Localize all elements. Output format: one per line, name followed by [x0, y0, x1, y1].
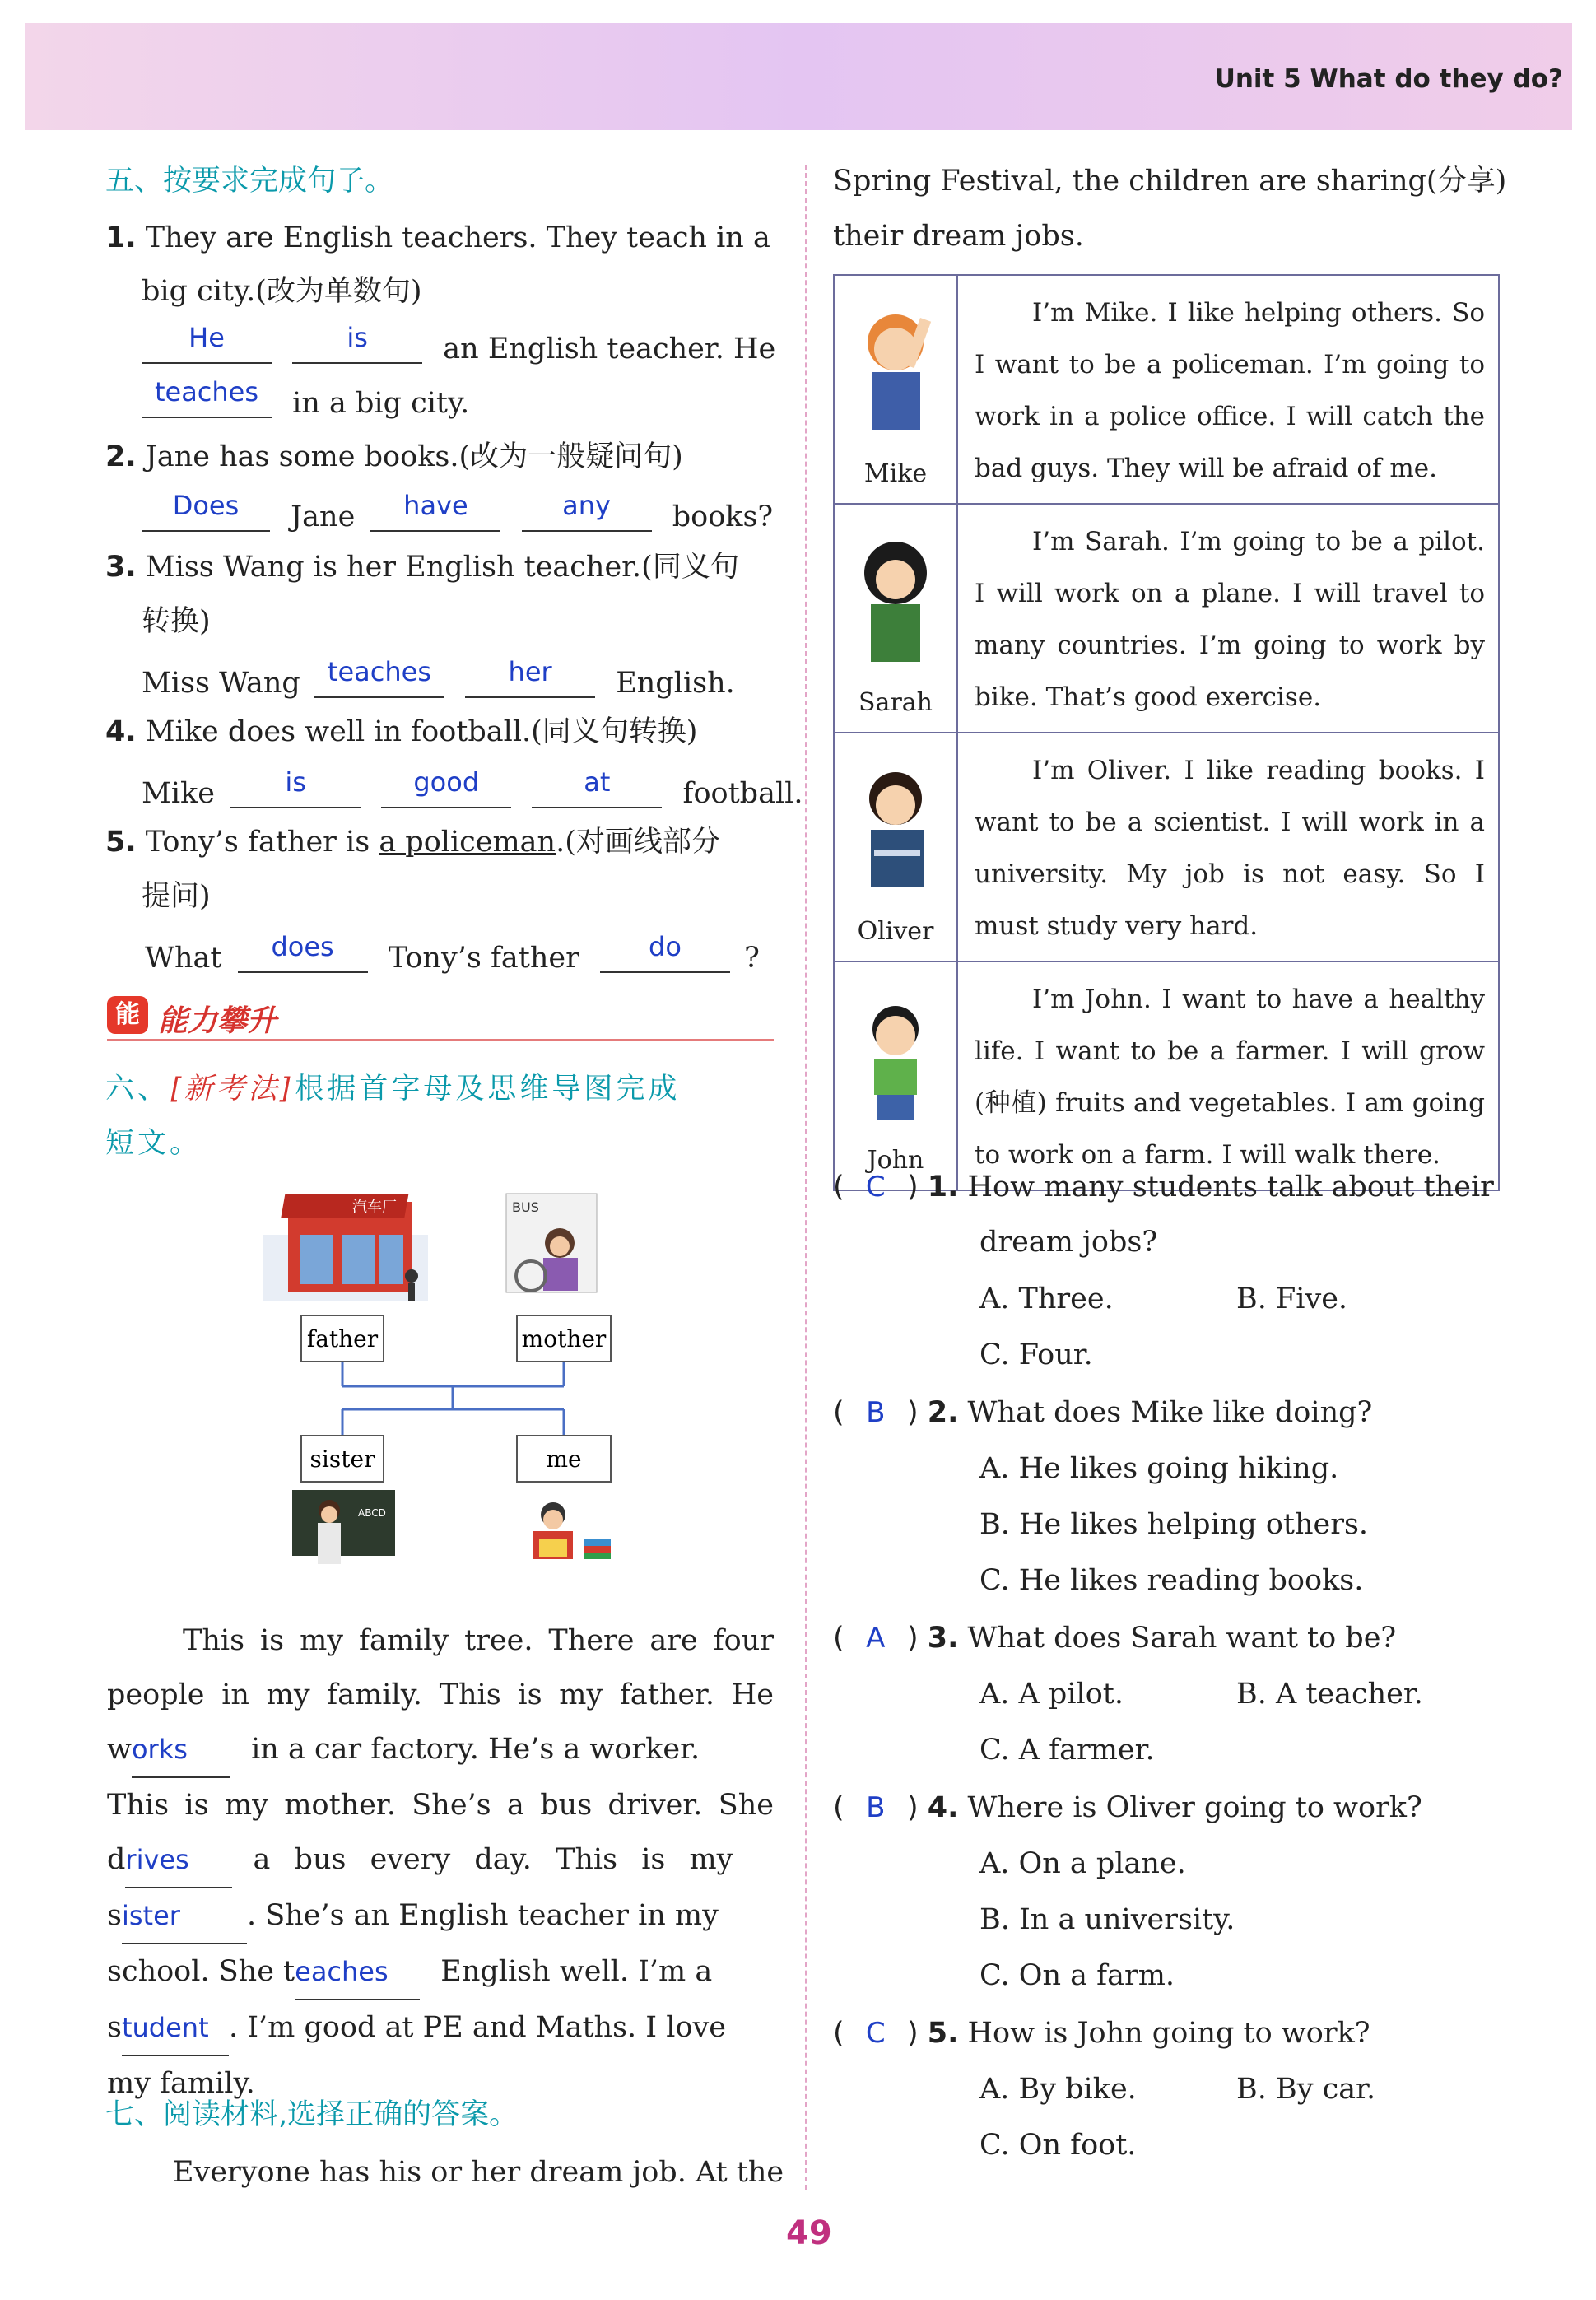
section7-intro-1: Everyone has his or her dream job. At the	[173, 2156, 784, 2189]
ability-banner	[107, 996, 774, 1038]
q2-answer-line: Does Jane have any books?	[142, 497, 773, 532]
q2-blank-2[interactable]: have	[370, 497, 500, 532]
factory-sign: 汽车厂	[352, 1199, 397, 1216]
q5-prompt-line2: 提问)	[142, 880, 211, 913]
q2-prompt: 2. Jane has some books.(改为一般疑问句)	[105, 440, 683, 473]
q3-blank-2[interactable]: her	[465, 663, 595, 698]
question-2: ( B ) 2. What does Mike like doing?	[833, 1396, 1373, 1429]
question-5: ( C ) 5. How is John going to work?	[833, 2017, 1370, 2050]
q2-option-a[interactable]: A. He likes going hiking.	[979, 1452, 1339, 1485]
john-icon	[846, 980, 945, 1128]
bus-sign: BUS	[512, 1199, 539, 1215]
tree-sister: sister	[309, 1446, 375, 1473]
q4-blank-3[interactable]: at	[532, 774, 662, 808]
q3-option-a[interactable]: A. A pilot.	[979, 1678, 1124, 1711]
mike-picture	[834, 275, 957, 504]
car-factory-illustration	[263, 1194, 428, 1301]
passage-blank-1[interactable]: orks	[132, 1722, 230, 1778]
tree-mother: mother	[521, 1325, 607, 1353]
oliver-story: I’m Oliver. I like reading books. I want to be a scientist. I will work in a university. My job is not easy. So I must study very hard.	[957, 733, 1499, 961]
q1-option-c[interactable]: C. Four.	[979, 1339, 1093, 1371]
q2-option-c[interactable]: C. He likes reading books.	[979, 1564, 1364, 1597]
passage-blank-5[interactable]: tudent	[122, 2000, 229, 2056]
q3-answer-line: Miss Wang teaches her English.	[142, 656, 735, 700]
john-name: John	[867, 1146, 924, 1175]
q2-blank-1[interactable]: Does	[142, 497, 270, 532]
story-row	[834, 275, 1499, 504]
mike-icon	[846, 293, 945, 441]
teacher-illustration	[292, 1490, 395, 1564]
ability-icon: 能	[107, 996, 148, 1034]
page-number: 49	[786, 2214, 832, 2252]
student-reading-illustration	[533, 1502, 611, 1559]
question-4: ( B ) 4. Where is Oliver going to work?	[833, 1791, 1422, 1824]
passage-blank-2[interactable]: rives	[125, 1832, 232, 1888]
q1-blank-1[interactable]: He	[142, 329, 272, 364]
story-row	[834, 961, 1499, 1190]
oliver-picture	[834, 733, 957, 961]
tree-father: father	[306, 1325, 379, 1353]
q5-blank-2[interactable]: do	[600, 938, 730, 973]
q4-blank-1[interactable]: is	[230, 774, 361, 808]
section6-title: 六、[新考法]根据首字母及思维导图完成	[105, 1073, 681, 1106]
q5-option-a[interactable]: A. By bike.	[979, 2073, 1137, 2106]
q4-answer-line: Mike is good at football.	[142, 766, 803, 810]
q5-option-b[interactable]: B. By car.	[1236, 2073, 1376, 2106]
tree-me: me	[546, 1446, 582, 1473]
section7-intro-3: their dream jobs.	[833, 220, 1084, 253]
sarah-name: Sarah	[858, 688, 933, 717]
board-text: ABCD	[358, 1507, 386, 1519]
q3-blank-1[interactable]: teaches	[314, 663, 444, 698]
answer-1[interactable]: C	[865, 1171, 886, 1204]
q5-option-c[interactable]: C. On foot.	[979, 2129, 1137, 2162]
q5-underlined-part: a policeman	[379, 826, 556, 859]
q1-answer-line2: teaches in a big city.	[142, 384, 469, 418]
q2-blank-3[interactable]: any	[522, 497, 652, 532]
question-1: ( C ) 1. How many students talk about their	[833, 1171, 1494, 1204]
john-picture	[834, 961, 957, 1190]
section7-title: 七、阅读材料,选择正确的答案。	[105, 2098, 519, 2131]
answer-2[interactable]: B	[866, 1396, 886, 1429]
ability-label: 能力攀升	[158, 1004, 277, 1038]
mike-story: I’m Mike. I like helping others. So I want to be a policeman. I’m going to work in a police office. I will catch the bad guys. They will be afraid of me.	[957, 275, 1499, 504]
question-3: ( A ) 3. What does Sarah want to be?	[833, 1622, 1397, 1655]
story-row	[834, 733, 1499, 961]
unit-title: Unit 5 What do they do?	[1214, 64, 1563, 94]
q3-prompt-line2: 转换)	[142, 605, 211, 638]
q4-option-c[interactable]: C. On a farm.	[979, 1959, 1175, 1992]
q1-prompt-line2: big city.(改为单数句)	[142, 275, 422, 308]
passage-blank-4[interactable]: eaches	[295, 1944, 420, 2000]
mike-name: Mike	[863, 459, 928, 488]
answer-4[interactable]: B	[866, 1791, 886, 1824]
q4-prompt: 4. Mike does well in football.(同义句转换)	[105, 715, 698, 748]
sarah-icon	[846, 522, 945, 670]
q4-option-b[interactable]: B. In a university.	[979, 1903, 1235, 1936]
q5-answer-line: What does Tony’s father do ?	[145, 931, 760, 975]
oliver-name: Oliver	[857, 917, 934, 946]
section5-title: 五、按要求完成句子。	[105, 165, 394, 198]
story-row	[834, 504, 1499, 733]
q4-option-a[interactable]: A. On a plane.	[979, 1847, 1186, 1880]
oliver-icon	[846, 751, 945, 899]
q4-blank-2[interactable]: good	[381, 774, 511, 808]
family-tree-illustration	[255, 1177, 716, 1597]
q1-option-b[interactable]: B. Five.	[1236, 1283, 1348, 1315]
q3-option-b[interactable]: B. A teacher.	[1236, 1678, 1423, 1711]
q1-blank-2[interactable]: is	[292, 329, 422, 364]
section6-title-line2: 短文。	[105, 1127, 202, 1160]
q2-option-b[interactable]: B. He likes helping others.	[979, 1508, 1369, 1541]
bus-driver-illustration	[506, 1194, 597, 1292]
section7-intro-2: Spring Festival, the children are sharing(分享)	[833, 165, 1507, 198]
q5-blank-1[interactable]: does	[238, 938, 368, 973]
new-method-tag: [新考法]	[170, 1073, 295, 1106]
q5-prompt: 5. Tony’s father is a policeman.(对画线部分	[105, 826, 720, 859]
dream-jobs-table	[833, 274, 1500, 1191]
passage-blank-3[interactable]: ister	[122, 1888, 247, 1944]
question-1-line2: dream jobs?	[979, 1226, 1158, 1259]
q3-option-c[interactable]: C. A farmer.	[979, 1734, 1155, 1767]
answer-3[interactable]: A	[866, 1622, 886, 1655]
section6-passage: This is my family tree. There are four people in my family. This is my father. He works in a car factory. He’s a worker. This is my mother. She’s a bus driver. She drives a bus every day. This is my sister . She’s an English teacher in my school. She teaches English well. I’m a student . I’m good at PE and Maths. I love my family.	[107, 1624, 774, 2100]
column-divider	[805, 165, 807, 2190]
answer-5[interactable]: C	[865, 2017, 886, 2050]
john-story: I’m John. I want to have a healthy life. I want to be a farmer. I will grow (种植) fruits and vegetables. I am going to work on a farm. I will walk there.	[957, 961, 1499, 1190]
q1-answer-line1: He is an English teacher. He	[142, 329, 775, 364]
sarah-story: I’m Sarah. I’m going to be a pilot. I will work on a plane. I will travel to many countries. I’m going to work by bike. That’s good exercise.	[957, 504, 1499, 733]
q1-blank-3[interactable]: teaches	[142, 384, 272, 418]
q3-prompt: 3. Miss Wang is her English teacher.(同义句	[105, 551, 739, 584]
sarah-picture	[834, 504, 957, 733]
q1-prompt: 1. They are English teachers. They teach in a	[105, 221, 770, 254]
q1-option-a[interactable]: A. Three.	[979, 1283, 1114, 1315]
